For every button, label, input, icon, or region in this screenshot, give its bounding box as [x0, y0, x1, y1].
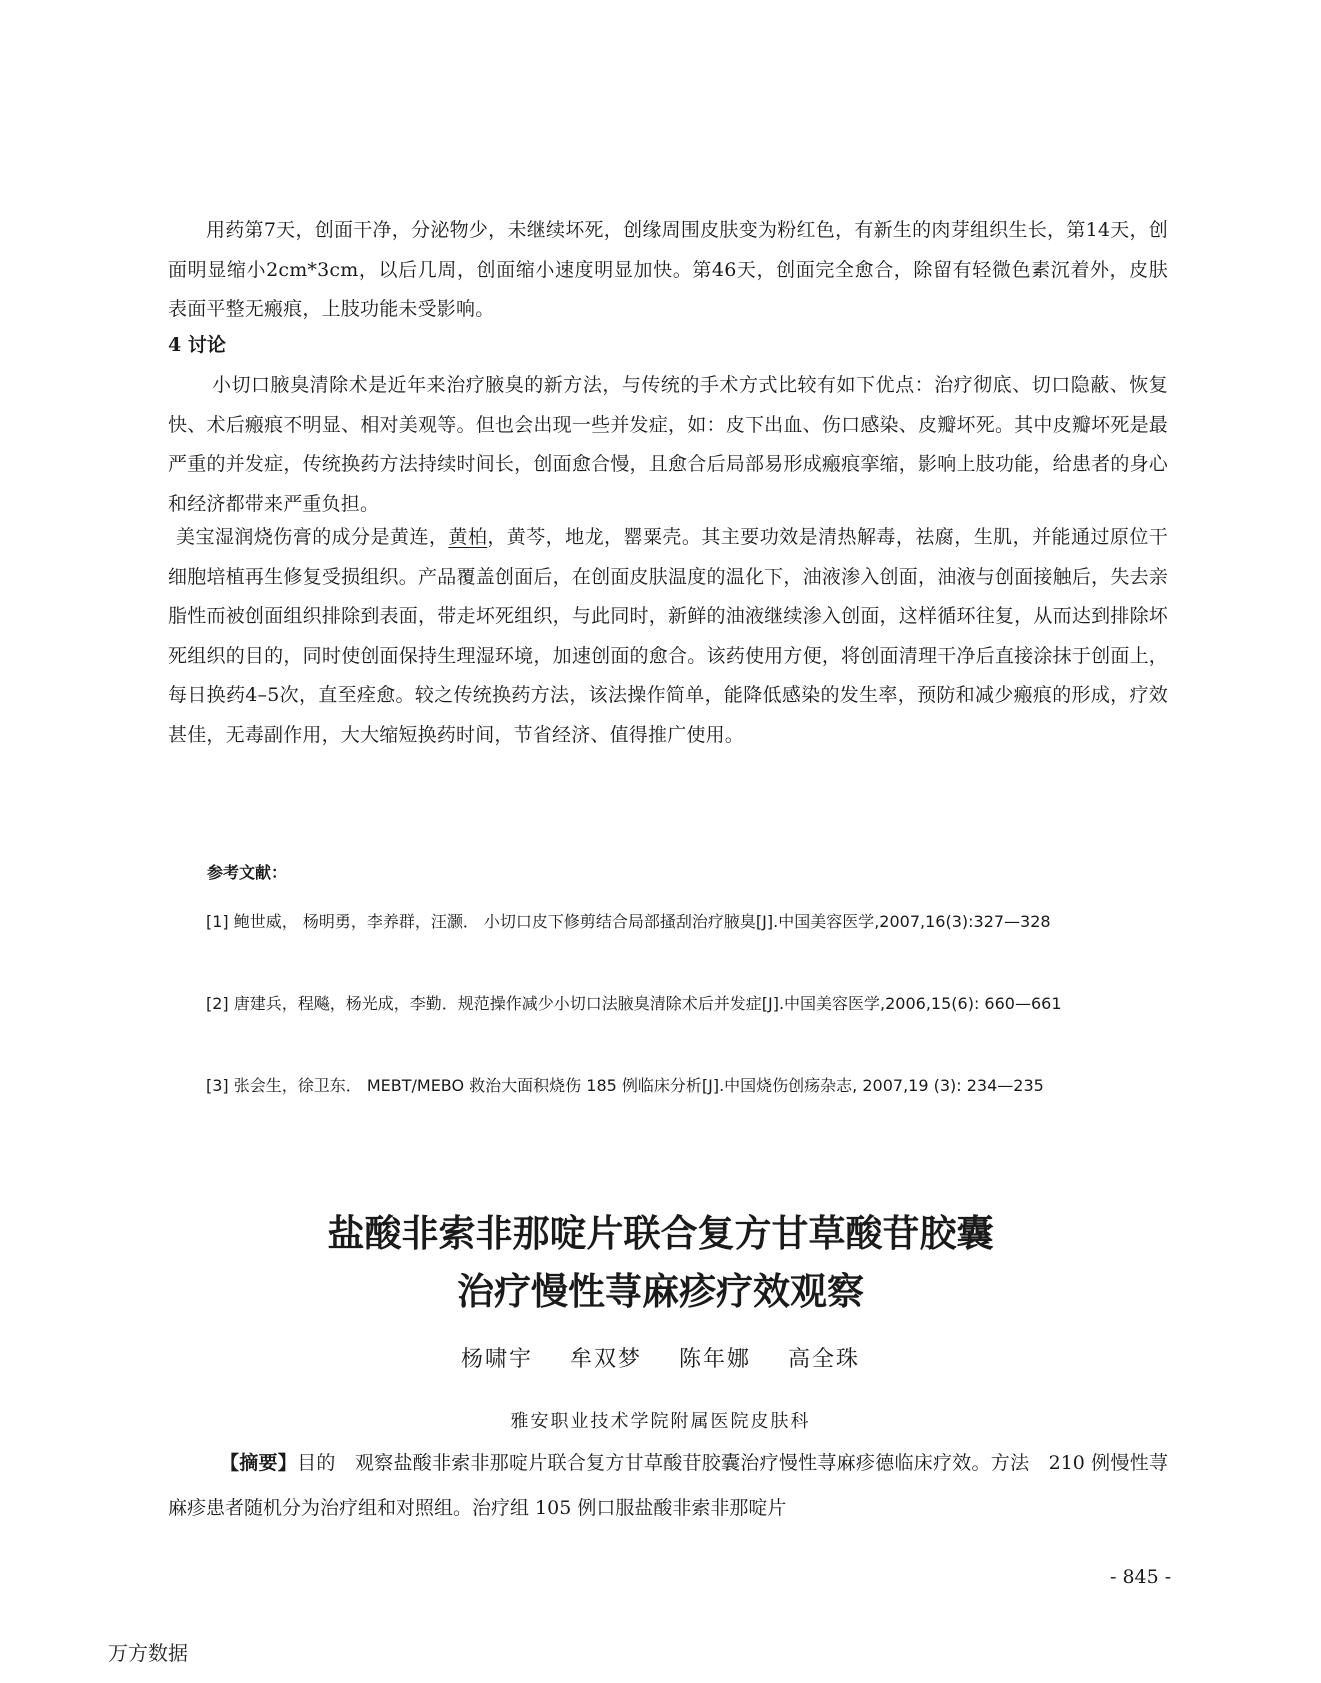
paragraph2-after: ，黄芩，地龙，罂粟壳。其主要功效是清热解毒，祛腐，生肌，并能通过原位干细胞培植再生修复受损组织。产品覆盖创面后，在创面皮肤温度的温化下，油液渗入创面，油液与创面接触后，失去亲脂性而被创面组织排除到表面，带走坏死组织，与此同时，新鲜的油液继续渗入创面，这样循环往复，从而达到排除坏死组织的目的，同时使创面保持生理湿环境，加速创面的愈合。该药使用方便，将创面清理干净后直接涂抹于创面上，每日换药4–5次，直至痊愈。较之传统换药方法，该法操作简单，能降低感染的发生率，预防和减少瘢痕的形成，疗效甚佳，无毒副作用，大大缩短换药时间，节省经济、值得推广使用。 [168, 526, 1168, 746]
author-name: 牟双梦 [569, 1347, 642, 1372]
discussion-heading: 4 讨论 [168, 334, 226, 356]
underlined-term: 黄柏 [448, 526, 488, 548]
continuation-paragraph: 用药第7天，创面干净，分泌物少，未继续坏死，创缘周围皮肤变为粉红色，有新生的肉芽组织生长，第14天，创面明显缩小2cm*3cm，以后几周，创面缩小速度明显加快。第46天，创面完全愈合，除留有轻微色素沉着外，皮肤表面平整无瘢痕，上肢功能未受影响。 [168, 219, 1168, 320]
affiliation: 雅安职业技术学院附属医院皮肤科 [510, 1411, 811, 1432]
authors-line [0, 1342, 1321, 1373]
article-title-line-1: 盐酸非索非那啶片联合复方甘草酸苷胶囊 [327, 1212, 994, 1255]
references-heading: 参考文献： [207, 863, 288, 882]
discussion-paragraph-2 [168, 518, 1168, 755]
discussion-paragraph-1: 小切口腋臭清除术是近年来治疗腋臭的新方法，与传统的手术方式比较有如下优点：治疗彻底、切口隐蔽、恢复快、术后瘢痕不明显、相对美观等。但也会出现一些并发症，如：皮下出血、伤口感染、皮瓣坏死。其中皮瓣坏死是最严重的并发症，传统换药方法持续时间长，创面愈合慢，且愈合后局部易形成瘢痕挛缩，影响上肢功能，给患者的身心和经济都带来严重负担。 [168, 374, 1168, 515]
article-title-line-2: 治疗慢性荨麻疹疗效观察 [457, 1270, 864, 1313]
reference-item-3: [3] 张会生，徐卫东． MEBT/MEBO 救治大面积烧伤 185 例临床分析[J].中国烧伤创疡杂志, 2007,19 (3): 234—235 [206, 1076, 1044, 1095]
abstract-label: 【摘要】 [220, 1452, 298, 1474]
watermark-text: 万方数据 [108, 1641, 188, 1665]
abstract-paragraph [168, 1441, 1168, 1531]
abstract-text: 目的 观察盐酸非索非那啶片联合复方甘草酸苷胶囊治疗慢性荨麻疹德临床疗效。方法 210 例慢性荨麻疹患者随机分为治疗组和对照组。治疗组 105 例口服盐酸非索非那啶片 [168, 1452, 1168, 1519]
reference-item-1: [1] 鲍世威， 杨明勇，李养群，汪灏． 小切口皮下修剪结合局部搔刮治疗腋臭[J].中国美容医学,2007,16(3):327—328 [206, 912, 1051, 931]
reference-item-2: [2] 唐建兵，程飚，杨光成，李勤．规范操作减少小切口法腋臭清除术后并发症[J].中国美容医学,2006,15(6): 660—661 [206, 994, 1062, 1013]
author-name: 杨啸宇 [460, 1347, 533, 1372]
author-name: 陈年娜 [679, 1347, 752, 1372]
paragraph2-before: 美宝湿润烧伤膏的成分是黄连， [176, 526, 449, 548]
author-name: 高全珠 [788, 1347, 861, 1372]
page-number: - 845 - [1110, 1566, 1172, 1588]
